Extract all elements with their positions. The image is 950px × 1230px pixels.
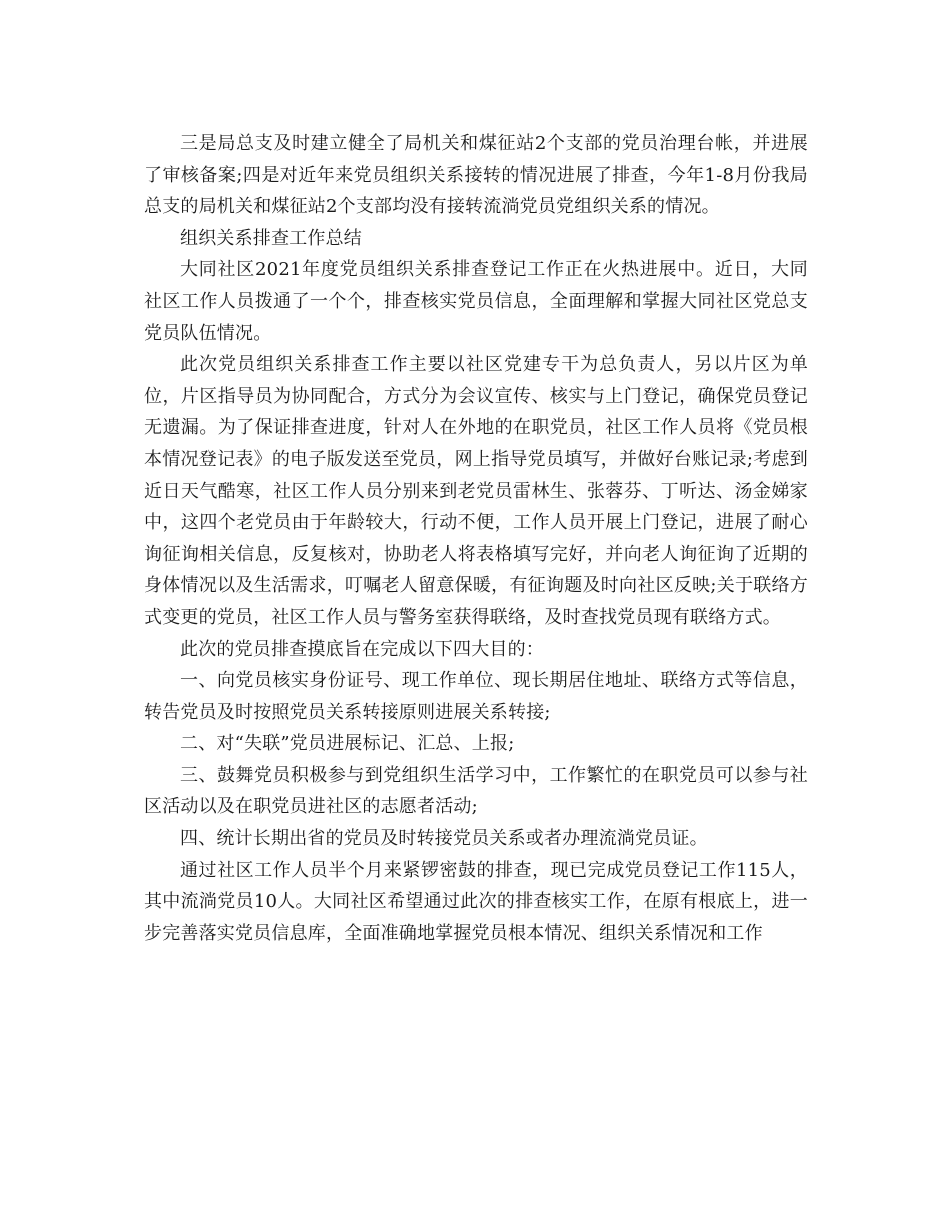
goal-item-2: 二、对“失联”党员进展标记、汇总、上报; xyxy=(180,733,515,755)
paragraph-method: 此次党员组织关系排查工作主要以社区党建专干为总负责人，另以片区为单位，片区指导员为协同配合，方式分为会议宣传、核实与上门登记，确保党员登记无遗漏。为了保证排查进度，针对人在外地的在职党员，社区工作人员将《党员根本情况登记表》的电子版发送至党员，网上指导党员填写，并做好台账记录;考虑到近日天气酷寒，社区工作人员分别来到老党员雷林生、张蓉芬、丁听达、汤金娣家中，这四个老党员由于年龄较大，行动不便，工作人员开展上门登记，进展了耐心询征询相关信息，反复核对，协助老人将表格填写完好，并向老人询征询了近期的身体情况以及生活需求，叮嘱老人留意保暖，有征询题及时向社区反映;关于联络方式变更的党员，社区工作人员与警务室获得联络，及时查找党员现有联络方式。 xyxy=(144,354,808,628)
goal-item-3: 三、鼓舞党员积极参与到党组织生活学习中，工作繁忙的在职党员可以参与社区活动以及在职党员进社区的志愿者活动; xyxy=(144,764,808,818)
paragraph-results: 通过社区工作人员半个月来紧锣密鼓的排查，现已完成党员登记工作115人，其中流淌党员10人。大同社区希望通过此次的排查核实工作，在原有根底上，进一步完善落实党员信息库，全面准确地掌握党员根本情况、组织关系情况和工作 xyxy=(144,859,808,944)
section-heading: 组织关系排查工作总结 xyxy=(180,227,362,249)
paragraph-branch-ledger: 三是局总支及时建立健全了局机关和煤征站2个支部的党员治理台帐，并进展了审核备案;四是对近年来党员组织关系接转的情况进展了排查，今年1-8月份我局总支的局机关和煤征站2个支部均没有接转流淌党员党组织关系的情况。 xyxy=(144,133,808,218)
goal-item-4: 四、统计长期出省的党员及时转接党员关系或者办理流淌党员证。 xyxy=(180,828,708,850)
goal-item-1: 一、向党员核实身份证号、现工作单位、现长期居住地址、联络方式等信息，转告党员及时按照党员关系转接原则进展关系转接; xyxy=(144,670,808,723)
document-body xyxy=(144,128,808,949)
paragraph-intro: 大同社区2021年度党员组织关系排查登记工作正在火热进展中。近日，大同社区工作人员拨通了一个个，排查核实党员信息，全面理解和掌握大同社区党总支党员队伍情况。 xyxy=(144,259,808,344)
paragraph-goals-intro: 此次的党员排查摸底旨在完成以下四大目的： xyxy=(180,638,544,660)
